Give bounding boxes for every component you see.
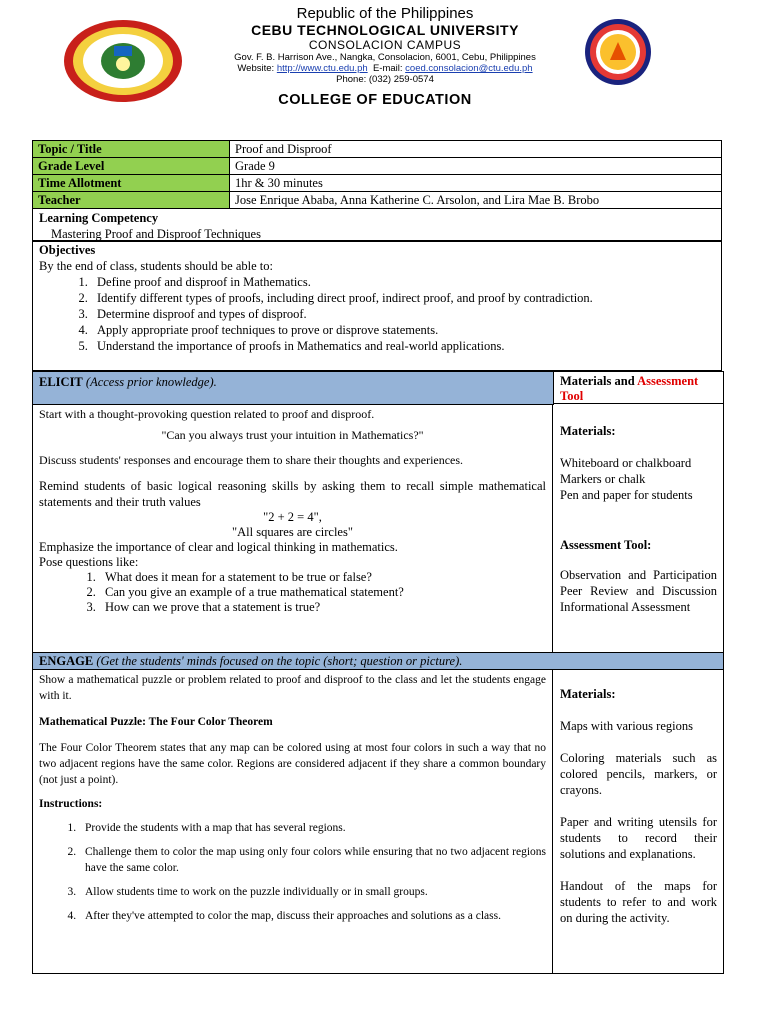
list-item: 1. Define proof and disproof in Mathematics. bbox=[91, 274, 715, 290]
college-name: COLLEGE OF EDUCATION bbox=[278, 92, 472, 108]
materials-label: Materials: bbox=[560, 687, 616, 701]
material-item: Handout of the maps for students to refer to and work on during the activity. bbox=[560, 879, 717, 925]
phone-line: Phone: (032) 259-0574 bbox=[336, 74, 434, 85]
material-item: Markers or chalk bbox=[560, 472, 646, 486]
table-row bbox=[33, 192, 722, 209]
teacher-value: Jose Enrique Ababa, Anna Katherine C. Arsolon, and Lira Mae B. Brobo bbox=[230, 192, 722, 209]
table-row bbox=[33, 141, 722, 158]
elicit-header-bar bbox=[33, 372, 554, 405]
contact-line bbox=[190, 63, 580, 74]
assessment-item: Peer Review and Discussion bbox=[560, 584, 717, 598]
elicit-p3: Remind students of basic logical reasoning skills by asking them to recall simple mathematical statements and their truth values bbox=[39, 479, 546, 509]
table-row bbox=[33, 175, 722, 192]
engage-p2: The Four Color Theorem states that any map can be colored using at most four colors in such a way that no two adjacent regions have the same color. Regions are considered adjacent if they share a common boundary (not just a point). bbox=[39, 742, 546, 786]
competency-text: Mastering Proof and Disproof Techniques bbox=[51, 227, 261, 241]
elicit-materials bbox=[554, 405, 723, 653]
list-item: 2. Can you give an example of a true mathematical statement? bbox=[99, 585, 546, 600]
list-item: 4. After they've attempted to color the map, discuss their approaches and solutions as a class. bbox=[79, 908, 546, 924]
objectives-list bbox=[39, 274, 715, 354]
topic-label: Topic / Title bbox=[33, 141, 230, 158]
materials-assessment-header bbox=[554, 372, 723, 404]
engage-body bbox=[33, 670, 553, 973]
assessment-item: Observation and Participation bbox=[560, 568, 717, 582]
material-item: Coloring materials such as colored pencils, markers, or crayons. bbox=[560, 751, 717, 797]
list-item: 2. Challenge them to color the map using only four colors while ensuring that no two adjacent regions have the same color. bbox=[79, 844, 546, 876]
assessment-label: Assessment Tool: bbox=[560, 538, 652, 552]
elicit-quote: "Can you always trust your intuition in Mathematics?" bbox=[161, 428, 424, 442]
topic-value: Proof and Disproof bbox=[230, 141, 722, 158]
engage-header-bar bbox=[33, 653, 723, 670]
elicit-title: ELICIT bbox=[39, 375, 83, 389]
list-item: 1. What does it mean for a statement to be true or false? bbox=[99, 570, 546, 585]
puzzle-title: Mathematical Puzzle: The Four Color Theorem bbox=[39, 716, 273, 728]
time-label: Time Allotment bbox=[33, 175, 230, 192]
list-item: 3. How can we prove that a statement is true? bbox=[99, 600, 546, 615]
objectives-intro: By the end of class, students should be able to: bbox=[39, 259, 273, 273]
website-link[interactable]: http://www.ctu.edu.ph bbox=[276, 63, 368, 74]
university-seal-logo bbox=[62, 18, 184, 104]
instructions-list bbox=[39, 820, 546, 924]
instructions-label: Instructions: bbox=[39, 798, 103, 810]
elicit-p1: Start with a thought-provoking question related to proof and disproof. bbox=[39, 407, 375, 421]
elicit-body bbox=[33, 405, 553, 653]
list-item: 2. Identify different types of proofs, including direct proof, indirect proof, and proof by contradiction. bbox=[91, 290, 715, 306]
asean-logo bbox=[583, 18, 653, 86]
objectives-section bbox=[32, 240, 722, 371]
address-line: Gov. F. B. Harrison Ave., Nangka, Consolacion, 6001, Cebu, Philippines bbox=[234, 52, 536, 63]
elicit-section bbox=[32, 371, 724, 654]
material-item: Pen and paper for students bbox=[560, 488, 693, 502]
email-link[interactable]: coed.consolacion@ctu.edu.ph bbox=[405, 63, 533, 74]
list-item: 3. Determine disproof and types of disproof. bbox=[91, 306, 715, 322]
elicit-example-2: "All squares are circles" bbox=[232, 525, 353, 539]
time-value: 1hr & 30 minutes bbox=[230, 175, 722, 192]
elicit-p4: Emphasize the importance of clear and logical thinking in mathematics. bbox=[39, 540, 398, 554]
lesson-info-table bbox=[32, 140, 722, 209]
materials-head-text: Materials and bbox=[560, 374, 635, 388]
elicit-p5: Pose questions like: bbox=[39, 555, 139, 569]
material-item: Whiteboard or chalkboard bbox=[560, 456, 692, 470]
engage-p1: Show a mathematical puzzle or problem related to proof and disproof to the class and let the students engage with it. bbox=[39, 674, 546, 702]
campus-name: CONSOLACION CAMPUS bbox=[308, 38, 462, 52]
elicit-p2: Discuss students' responses and encourage them to share their thoughts and experiences. bbox=[39, 453, 464, 467]
engage-section bbox=[32, 652, 724, 974]
email-label: E-mail: bbox=[372, 63, 403, 74]
university-name: CEBU TECHNOLOGICAL UNIVERSITY bbox=[251, 22, 519, 38]
letterhead bbox=[0, 0, 768, 120]
grade-value: Grade 9 bbox=[230, 158, 722, 175]
engage-materials bbox=[554, 670, 723, 973]
grade-label: Grade Level bbox=[33, 158, 230, 175]
engage-title: ENGAGE bbox=[39, 654, 94, 668]
elicit-questions-list bbox=[39, 570, 546, 615]
materials-label: Materials: bbox=[560, 424, 616, 438]
list-item: 1. Provide the students with a map that has several regions. bbox=[79, 820, 546, 836]
teacher-label: Teacher bbox=[33, 192, 230, 209]
objectives-label: Objectives bbox=[39, 243, 96, 257]
republic-line: Republic of the Philippines bbox=[296, 5, 474, 22]
assessment-item: Informational Assessment bbox=[560, 600, 691, 614]
material-item: Maps with various regions bbox=[560, 719, 693, 733]
learning-competency-section bbox=[32, 208, 722, 242]
list-item: 5. Understand the importance of proofs in Mathematics and real-world applications. bbox=[91, 338, 715, 354]
website-label: Website: bbox=[237, 63, 275, 74]
elicit-example-1: "2 + 2 = 4", bbox=[263, 510, 322, 524]
assessment-head-text: Assessment Tool bbox=[560, 374, 699, 403]
material-item: Paper and writing utensils for students to record their solutions and explanations. bbox=[560, 815, 717, 861]
table-row bbox=[33, 158, 722, 175]
elicit-subtitle: (Access prior knowledge). bbox=[85, 375, 217, 389]
competency-label: Learning Competency bbox=[39, 211, 159, 225]
list-item: 3. Allow students time to work on the puzzle individually or in small groups. bbox=[79, 884, 546, 900]
engage-subtitle: (Get the students' minds focused on the topic (short; question or picture). bbox=[96, 654, 463, 668]
list-item: 4. Apply appropriate proof techniques to prove or disprove statements. bbox=[91, 322, 715, 338]
